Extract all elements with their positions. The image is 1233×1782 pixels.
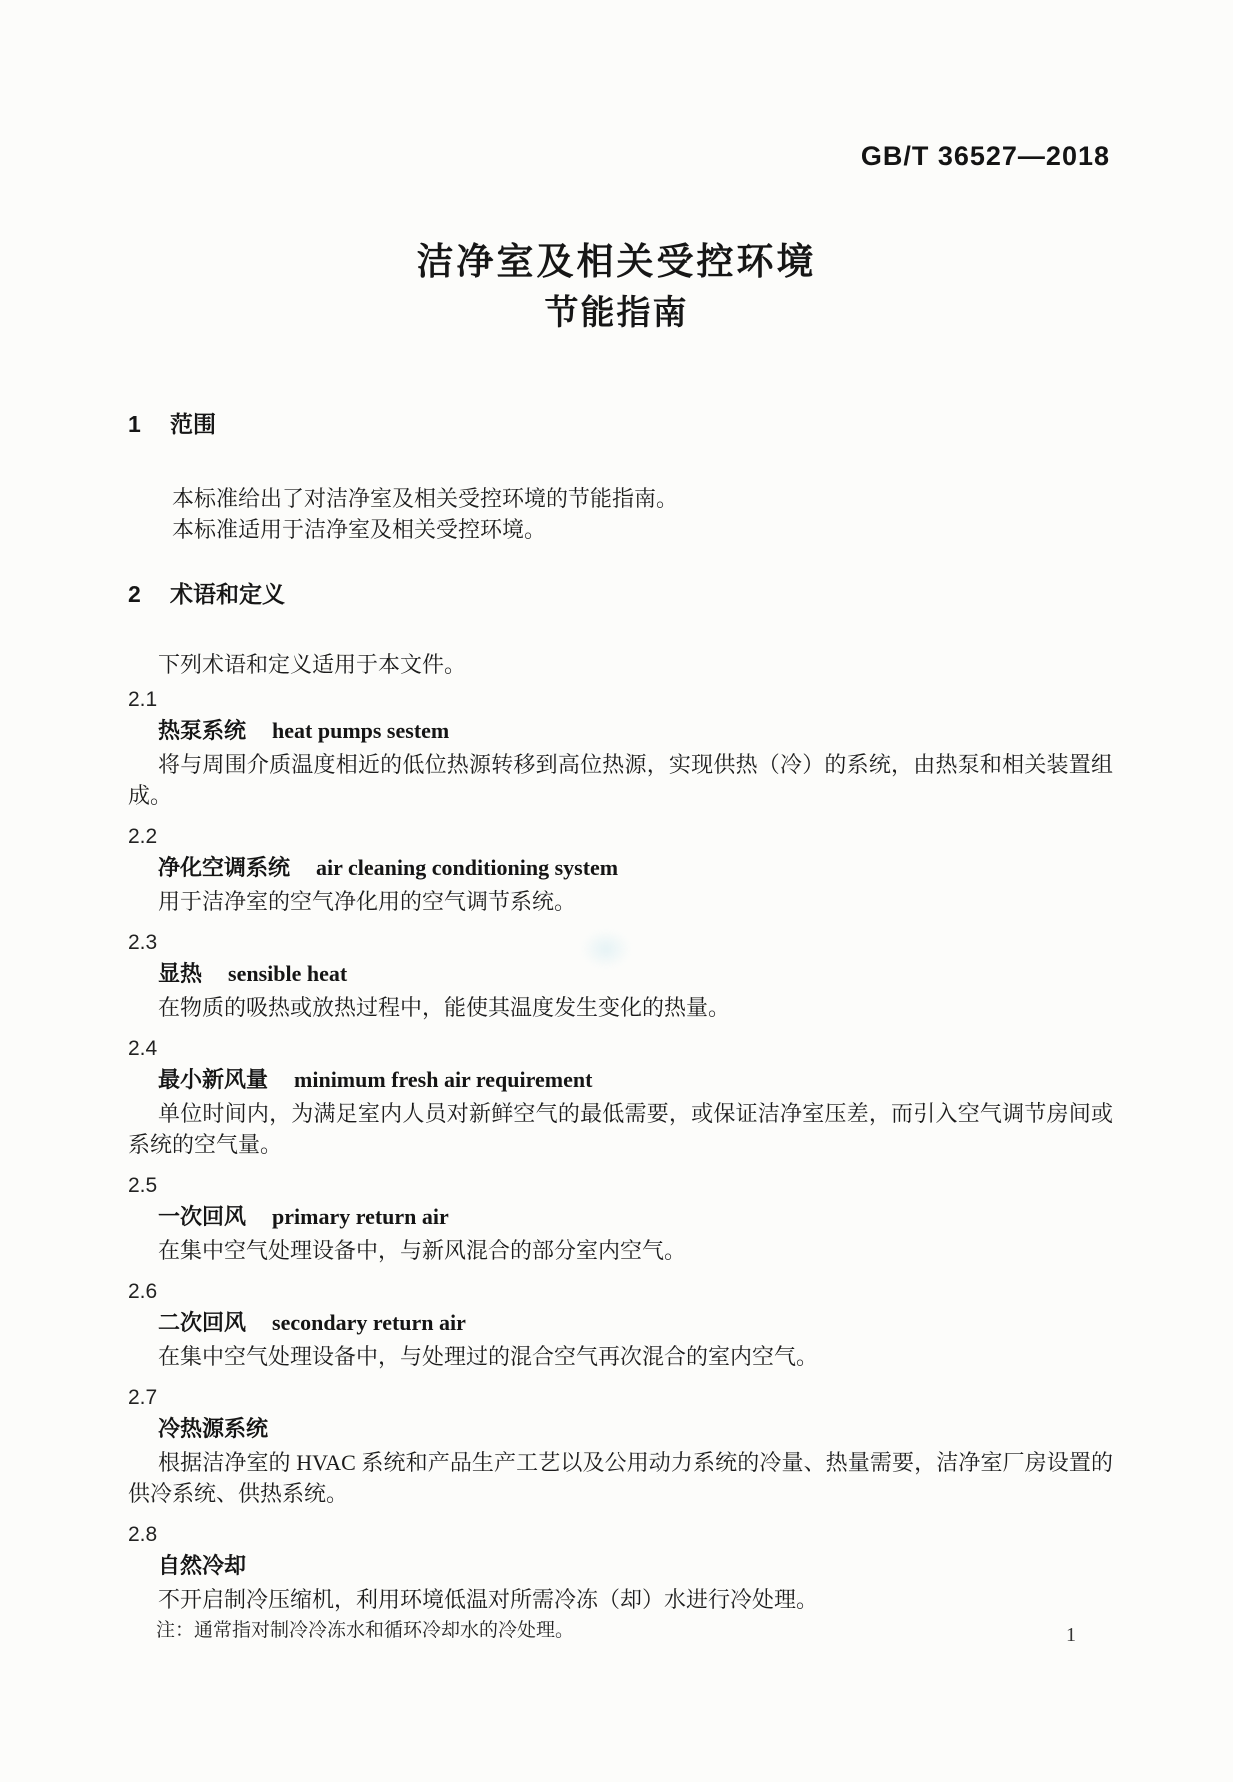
section-1-paragraph: 本标准适用于洁净室及相关受控环境。 xyxy=(172,517,547,542)
term-name xyxy=(128,1413,1113,1447)
term-number: 2.1 xyxy=(128,688,158,711)
term-definition: 单位时间内，为满足室内人员对新鲜空气的最低需要，或保证洁净室压差，而引入空气调节房间或系统的空气量。 xyxy=(128,1101,1113,1157)
term-name-zh: 冷热源系统 xyxy=(158,1416,269,1441)
term-name-en: minimum fresh air requirement xyxy=(294,1067,593,1092)
term-name-zh: 显热 xyxy=(158,961,203,986)
term-name xyxy=(128,958,1113,992)
term-name-en: heat pumps sestem xyxy=(272,718,450,743)
term-block-2-7 xyxy=(128,1382,1113,1509)
term-number: 2.7 xyxy=(128,1386,158,1409)
term-definition: 将与周围介质温度相近的低位热源转移到高位热源，实现供热（冷）的系统，由热泵和相关装置组成。 xyxy=(128,752,1113,808)
page-number: 1 xyxy=(1066,1624,1076,1646)
term-number: 2.5 xyxy=(128,1174,158,1197)
term-name xyxy=(128,1064,1113,1098)
terms-list xyxy=(128,684,1113,1646)
title-line-1: 洁净室及相关受控环境 xyxy=(416,241,817,282)
title-line-2: 节能指南 xyxy=(544,294,689,332)
term-block-2-5 xyxy=(128,1170,1113,1266)
term-block-2-4 xyxy=(128,1033,1113,1160)
term-definition: 不开启制冷压缩机，利用环境低温对所需冷冻（却）水进行冷处理。 xyxy=(158,1587,819,1612)
section-1-paragraph: 本标准给出了对洁净室及相关受控环境的节能指南。 xyxy=(172,486,679,511)
term-block-2-6 xyxy=(128,1276,1113,1372)
term-definition: 用于洁净室的空气净化用的空气调节系统。 xyxy=(158,889,577,914)
term-name xyxy=(128,852,1113,886)
term-name-zh: 净化空调系统 xyxy=(158,855,291,880)
document-title xyxy=(0,243,1233,330)
section-1-label: 范围 xyxy=(170,411,216,437)
term-number: 2.4 xyxy=(128,1037,158,1060)
standard-code: GB/T 36527—2018 xyxy=(860,141,1110,171)
section-2-label: 术语和定义 xyxy=(170,581,285,607)
term-name-zh: 最小新风量 xyxy=(158,1067,269,1092)
term-name-en: air cleaning conditioning system xyxy=(316,855,619,880)
term-name-zh: 二次回风 xyxy=(158,1310,247,1335)
term-name-zh: 热泵系统 xyxy=(158,718,247,743)
term-name-en: primary return air xyxy=(272,1204,449,1229)
term-definition: 根据洁净室的 HVAC 系统和产品生产工艺以及公用动力系统的冷量、热量需要，洁净室厂房设置的供冷系统、供热系统。 xyxy=(128,1450,1113,1506)
term-name-zh: 一次回风 xyxy=(158,1204,247,1229)
section-2-heading xyxy=(128,583,1113,606)
term-number: 2.6 xyxy=(128,1280,158,1303)
section-1-number: 1 xyxy=(128,411,141,437)
term-name-en: secondary return air xyxy=(272,1310,466,1335)
term-definition: 在物质的吸热或放热过程中，能使其温度发生变化的热量。 xyxy=(158,995,731,1020)
term-block-2-8 xyxy=(128,1519,1113,1646)
term-number: 2.3 xyxy=(128,931,158,954)
term-name-en: sensible heat xyxy=(228,961,348,986)
section-2-intro: 下列术语和定义适用于本文件。 xyxy=(158,652,467,677)
term-definition: 在集中空气处理设备中，与新风混合的部分室内空气。 xyxy=(158,1238,687,1263)
term-block-2-3 xyxy=(128,927,1113,1023)
term-number: 2.2 xyxy=(128,825,158,848)
term-block-2-1 xyxy=(128,684,1113,811)
term-block-2-2 xyxy=(128,821,1113,917)
section-1-heading xyxy=(128,413,1113,436)
term-name xyxy=(128,1201,1113,1235)
term-number: 2.8 xyxy=(128,1523,158,1546)
term-name xyxy=(128,1550,1113,1584)
term-name-zh: 自然冷却 xyxy=(158,1553,247,1578)
term-note: 注：通常指对制冷冷冻水和循环冷却水的冷处理。 xyxy=(156,1620,575,1641)
section-2-number: 2 xyxy=(128,581,141,607)
term-name xyxy=(128,715,1113,749)
term-name xyxy=(128,1307,1113,1341)
term-definition: 在集中空气处理设备中，与处理过的混合空气再次混合的室内空气。 xyxy=(158,1344,819,1369)
